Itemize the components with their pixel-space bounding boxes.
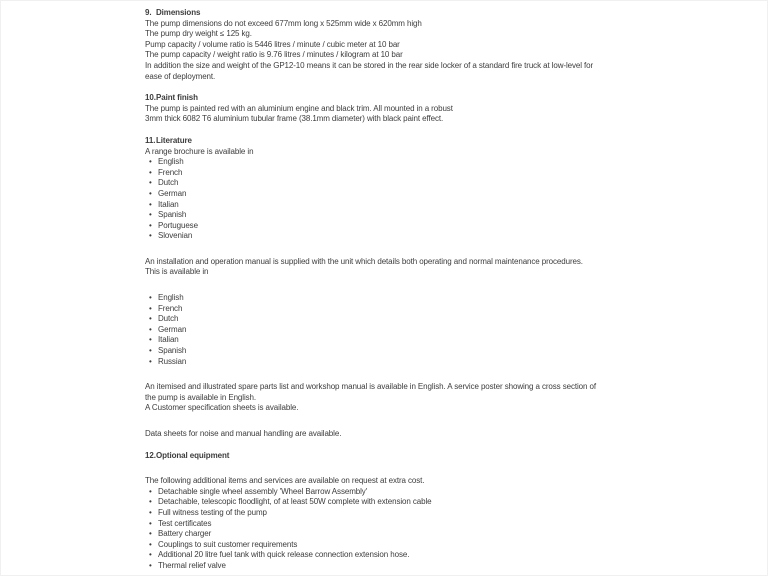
section-heading <box>145 93 647 104</box>
bullet-item <box>145 357 647 368</box>
bullet-icon: • <box>149 346 152 356</box>
bullet-icon: • <box>149 497 152 507</box>
bullet-item-label: Russian <box>158 356 187 366</box>
section-title: Dimensions <box>156 8 201 17</box>
bullet-icon: • <box>149 314 152 324</box>
paragraph-line: ease of deployment. <box>145 71 216 81</box>
section-number: 12. <box>145 450 156 460</box>
bullet-item <box>145 540 647 551</box>
bullet-item-label: Full witness testing of the pump <box>158 507 267 517</box>
bullet-item-label: Spanish <box>158 346 187 356</box>
bullet-item-label: Additional 20 litre fuel tank with quick release connection extension hose. <box>158 550 410 560</box>
bullet-item <box>145 550 647 561</box>
bullet-list <box>145 157 647 242</box>
bullet-icon: • <box>149 486 152 496</box>
bullet-item-label: Slovenian <box>158 231 193 241</box>
document-section <box>145 451 647 572</box>
section-number: 11. <box>145 135 156 145</box>
paragraph-line: A range brochure is available in <box>145 146 254 156</box>
paragraph-line: The pump dimensions do not exceed 677mm long x 525mm wide x 620mm high <box>145 18 422 28</box>
bullet-item <box>145 189 647 200</box>
bullet-item-label: English <box>158 157 184 167</box>
paragraph-line: An installation and operation manual is supplied with the unit which details both operating and normal maintenance procedures. <box>145 256 583 266</box>
bullet-item <box>145 519 647 530</box>
bullet-item <box>145 325 647 336</box>
bullet-item <box>145 346 647 357</box>
bullet-item <box>145 200 647 211</box>
section-heading <box>145 136 647 147</box>
blank-line <box>145 278 647 293</box>
bullet-list <box>145 293 647 367</box>
bullet-item-label: Couplings to suit customer requirements <box>158 539 298 549</box>
bullet-item <box>145 314 647 325</box>
bullet-item-label: Dutch <box>158 314 179 324</box>
bullet-icon: • <box>149 507 152 517</box>
section-title: Literature <box>156 135 192 145</box>
bullet-item <box>145 497 647 508</box>
paragraph-line: The pump dry weight ≤ 125 kg. <box>145 29 252 39</box>
paragraph-line: An itemised and illustrated spare parts list and workshop manual is available in English. A service poster showing a cross section of <box>145 382 596 392</box>
bullet-icon: • <box>149 518 152 528</box>
bullet-item-label: Detachable single wheel assembly 'Wheel Barrow Assembly' <box>158 486 368 496</box>
bullet-icon: • <box>149 210 152 220</box>
section-heading <box>145 8 647 19</box>
paragraph-line: Data sheets for noise and manual handling are available. <box>145 429 342 438</box>
blank-line <box>145 242 647 257</box>
paragraph-line: A Customer specification sheets is available. <box>145 403 299 413</box>
bullet-icon: • <box>149 188 152 198</box>
section-heading <box>145 451 647 462</box>
bullet-item <box>145 157 647 168</box>
bullet-icon: • <box>149 356 152 366</box>
bullet-icon: • <box>149 335 152 345</box>
blank-line <box>145 367 647 382</box>
bullet-icon: • <box>149 324 152 334</box>
section-title: Paint finish <box>156 93 198 103</box>
paragraph-line: In addition the size and weight of the GP12-10 means it can be stored in the rear side locker of a standard fire truck at low-level for <box>145 60 594 70</box>
bullet-item-label: Portuguese <box>158 220 198 230</box>
bullet-item <box>145 168 647 179</box>
bullet-item-label: English <box>158 293 184 303</box>
paragraph-line: The following additional items and services are available on request at extra cost. <box>145 476 425 486</box>
bullet-item <box>145 508 647 519</box>
paragraph-line: This is available in <box>145 267 209 277</box>
section-title: Optional equipment <box>156 450 230 460</box>
bullet-item-label: French <box>158 167 183 177</box>
bullet-icon: • <box>149 231 152 241</box>
document-section <box>145 8 647 82</box>
bullet-icon: • <box>149 199 152 209</box>
document-section <box>145 93 647 125</box>
bullet-icon: • <box>149 303 152 313</box>
bullet-item-label: Test certificates <box>158 518 212 528</box>
document-content <box>145 8 647 572</box>
section-number: 10. <box>145 93 156 103</box>
bullet-list <box>145 487 647 572</box>
bullet-item <box>145 178 647 189</box>
bullet-item-label: French <box>158 303 183 313</box>
paragraph-line: the pump is available in English. <box>145 392 256 402</box>
bullet-icon: • <box>149 529 152 539</box>
bullet-item-label: German <box>158 324 187 334</box>
bullet-item-label: Dutch <box>158 178 179 188</box>
bullet-icon: • <box>149 550 152 560</box>
bullet-item <box>145 529 647 540</box>
bullet-item <box>145 293 647 304</box>
bullet-icon: • <box>149 167 152 177</box>
bullet-item-label: Battery charger <box>158 529 212 539</box>
bullet-item <box>145 487 647 498</box>
blank-line <box>145 414 647 429</box>
bullet-item <box>145 561 647 572</box>
bullet-item <box>145 221 647 232</box>
document-section <box>145 136 647 440</box>
bullet-item <box>145 335 647 346</box>
bullet-icon: • <box>149 539 152 549</box>
paragraph-line: Pump capacity / volume ratio is 5446 litres / minute / cubic meter at 10 bar <box>145 39 400 49</box>
bullet-item-label: Italian <box>158 199 179 209</box>
blank-line <box>145 461 647 476</box>
bullet-item <box>145 231 647 242</box>
bullet-item <box>145 210 647 221</box>
bullet-item-label: Detachable, telescopic floodlight, of at least 50W complete with extension cable <box>158 497 432 507</box>
paragraph-line: 3mm thick 6082 T6 aluminium tubular frame (38.1mm diameter) with black paint effect. <box>145 114 444 124</box>
paragraph-line: The pump capacity / weight ratio is 9.76 litres / minutes / kilogram at 10 bar <box>145 50 403 60</box>
bullet-icon: • <box>149 178 152 188</box>
bullet-icon: • <box>149 220 152 230</box>
bullet-item-label: Spanish <box>158 210 187 220</box>
section-number: 9. <box>145 8 152 17</box>
bullet-icon: • <box>149 293 152 303</box>
bullet-icon: • <box>149 560 152 570</box>
bullet-item-label: Thermal relief valve <box>158 560 226 570</box>
bullet-item-label: Italian <box>158 335 179 345</box>
paragraph-line: The pump is painted red with an aluminium engine and black trim. All mounted in a robust <box>145 103 453 113</box>
bullet-item-label: German <box>158 188 187 198</box>
bullet-item <box>145 304 647 315</box>
bullet-icon: • <box>149 157 152 167</box>
